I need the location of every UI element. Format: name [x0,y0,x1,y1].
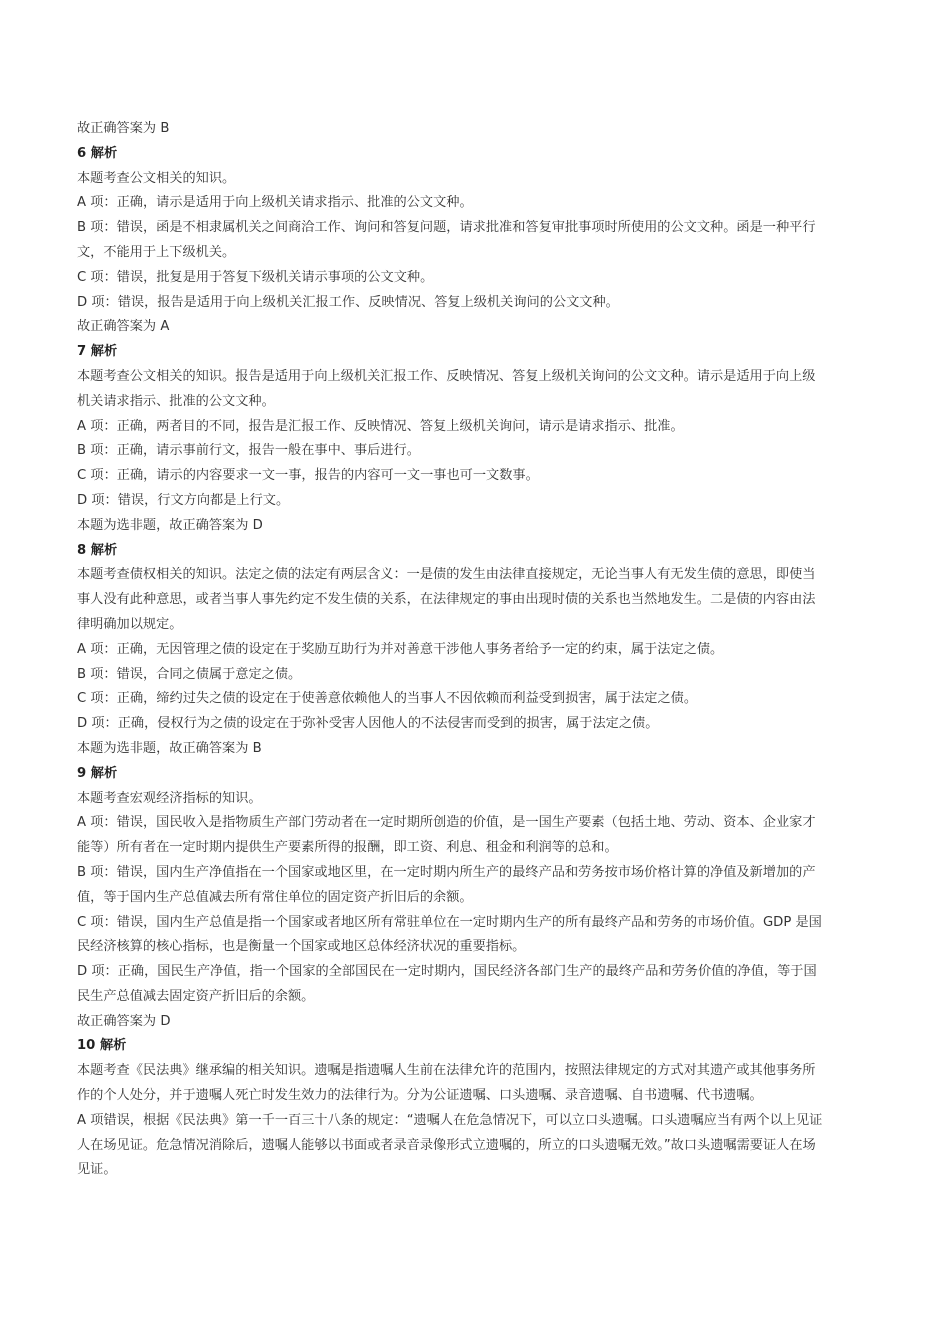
text-line: 本题为选非题，故正确答案为 B [77,740,262,756]
text-line: C 项：错误，国内生产总值是指一个国家或者地区所有常驻单位在一定时期内生产的所有最终产品和劳务的市场价值。GDP 是国 [77,914,822,930]
text-line: 本题考查公文相关的知识。 [77,170,236,186]
text-line: 事人没有此种意思，或者当事人事先约定不发生债的关系，在法律规定的事由出现时债的关系也当然地发生。二是债的内容由法 [77,592,816,608]
text-line: A 项：正确，请示是适用于向上级机关请求指示、批准的公文文种。 [77,195,473,211]
text-line: 民经济核算的核心指标，也是衡量一个国家或地区总体经济状况的重要指标。 [77,939,526,955]
text-line: D 项：正确，国民生产净值，指一个国家的全部国民在一定时期内，国民经济各部门生产的最终产品和劳务价值的净值，等于国 [77,964,817,980]
section-heading: 6 解析 [77,145,118,161]
answer-explanations [77,117,884,1183]
text-line: B 项：错误，国内生产净值指在一个国家或地区里，在一定时期内所生产的最终产品和劳务按市场价格计算的净值及新增加的产 [77,864,816,880]
section-heading: 7 解析 [77,344,118,360]
text-line: 故正确答案为 D [77,1013,171,1029]
text-line: 作的个人处分，并于遗嘱人死亡时发生效力的法律行为。分为公证遗嘱、口头遗嘱、录音遗嘱、自书遗嘱、代书遗嘱。 [77,1088,763,1104]
text-line: A 项：正确，两者目的不同，报告是汇报工作、反映情况、答复上级机关询问，请示是请求指示、批准。 [77,418,684,434]
text-line: 文，不能用于上下级机关。 [77,244,236,260]
text-line: B 项：正确，请示事前行文，报告一般在事中、事后进行。 [77,443,420,459]
text-line: D 项：错误，行文方向都是上行文。 [77,492,290,508]
text-line: A 项错误，根据《民法典》第一千一百三十八条的规定：“遗嘱人在危急情况下，可以立口头遗嘱。口头遗嘱应当有两个以上见证 [77,1112,823,1128]
text-line: B 项：错误，函是不相隶属机关之间商洽工作、询问和答复问题，请求批准和答复审批事项时所使用的公文文种。函是一种平行 [77,220,816,236]
text-line: B 项：错误，合同之债属于意定之债。 [77,666,302,682]
text-line: 本题考查《民法典》继承编的相关知识。遗嘱是指遗嘱人生前在法律允许的范围内，按照法律规定的方式对其遗产或其他事务所 [77,1063,816,1079]
text-line: 本题为选非题，故正确答案为 D [77,517,263,533]
section-heading: 8 解析 [77,542,118,558]
text-line: 本题考查公文相关的知识。报告是适用于向上级机关汇报工作、反映情况、答复上级机关询问的公文文种。请示是适用于向上级 [77,368,816,384]
section-heading: 9 解析 [77,765,118,781]
text-line: 能等）所有者在一定时期内提供生产要素所得的报酬，即工资、利息、租金和利润等的总和。 [77,840,618,856]
text-line: 民生产总值减去固定资产折旧后的余额。 [77,988,315,1004]
text-line: C 项：错误，批复是用于答复下级机关请示事项的公文文种。 [77,269,434,285]
text-line: 本题考查债权相关的知识。法定之债的法定有两层含义：一是债的发生由法律直接规定，无论当事人有无发生债的意思，即使当 [77,567,816,583]
text-line: A 项：正确，无因管理之债的设定在于奖励互助行为并对善意干涉他人事务者给予一定的约束，属于法定之债。 [77,641,724,657]
text-line: 故正确答案为 B [77,121,170,136]
section-heading: 10 解析 [77,1038,127,1054]
text-line: A 项：错误，国民收入是指物质生产部门劳动者在一定时期所创造的价值，是一国生产要素（包括土地、劳动、资本、企业家才 [77,815,816,831]
text-line: C 项：正确，请示的内容要求一文一事，报告的内容可一文一事也可一文数事。 [77,468,539,484]
text-line: 值，等于国内生产总值减去所有常住单位的固定资产折旧后的余额。 [77,889,473,905]
text-line: 见证。 [77,1162,117,1178]
text-line: 律明确加以规定。 [77,616,183,632]
text-line: 机关请求指示、批准的公文文种。 [77,393,275,409]
text-line: D 项：正确，侵权行为之债的设定在于弥补受害人因他人的不法侵害而受到的损害，属于法定之债。 [77,716,659,732]
text-line: C 项：正确，缔约过失之债的设定在于使善意依赖他人的当事人不因依赖而利益受到损害，属于法定之债。 [77,691,698,707]
text-line: D 项：错误，报告是适用于向上级机关汇报工作、反映情况、答复上级机关询问的公文文种。 [77,294,619,310]
text-line: 人在场见证。危急情况消除后，遗嘱人能够以书面或者录音录像形式立遗嘱的，所立的口头遗嘱无效。”故口头遗嘱需要证人在场 [77,1137,816,1153]
text-line: 本题考查宏观经济指标的知识。 [77,790,262,806]
text-line: 故正确答案为 A [77,319,170,335]
